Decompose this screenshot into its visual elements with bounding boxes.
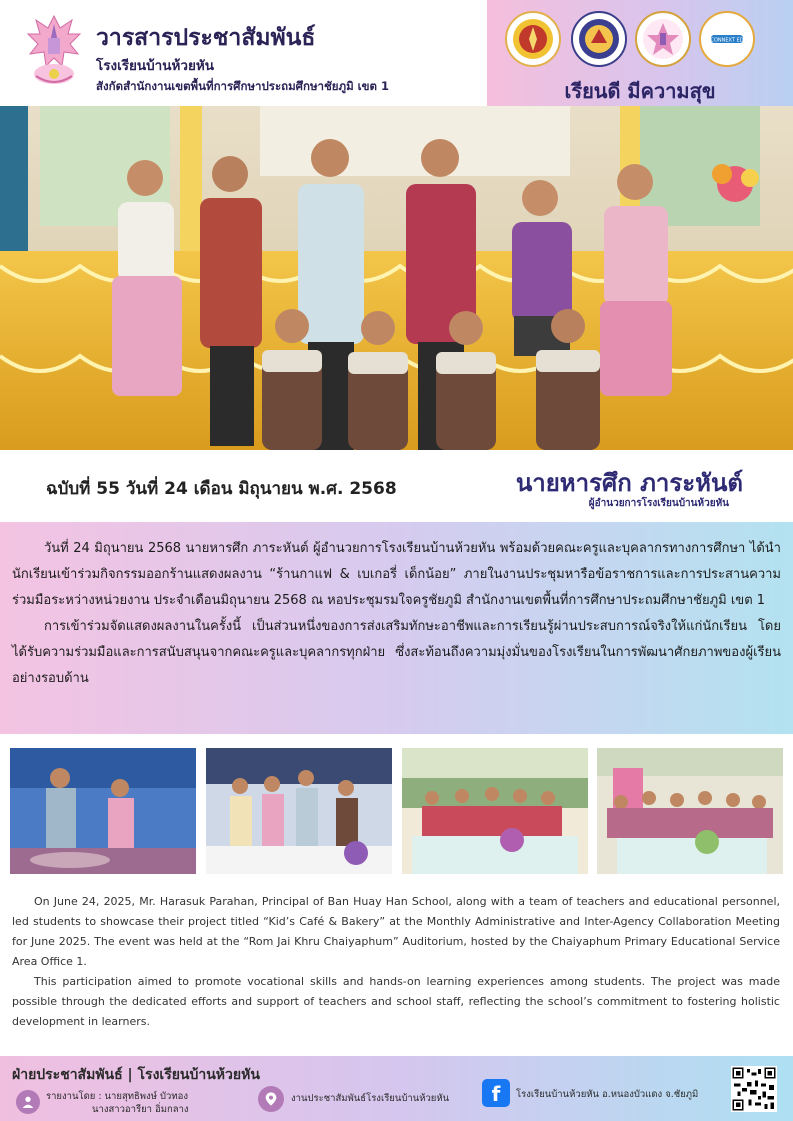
thai-paragraph-1: วันที่ 24 มิถุนายน 2568 นายหารศึก ภาระหันต์ ผู้อำนวยการโรงเรียนบ้านห้วยหัน พร้อมด้วยคณะครูและบุคลากรทางการศึกษา ได้นำนักเรียนเข้าร่วมกิจกรรมออกร้านแสดงผลงาน “ร้านกาแฟ & เบเกอรี่ เด็กน้อย” ภายในงานประชุมหารือข้อราชการและการประสานความร่วมมือระหว่างหน่วยงาน ประจำเดือนมิถุนายน 2568 ณ หอประชุมรมใจครูชัยภูมิ สำนักงานเขตพื้นที่การศึกษาประถมศึกษาชัยภูมิ เขต 1 bbox=[12, 541, 781, 608]
footer-title: ฝ่ายประชาสัมพันธ์ | โรงเรียนบ้านห้วยหัน bbox=[12, 1067, 260, 1083]
newsletter-title: วารสารประชาสัมพันธ์ bbox=[96, 25, 316, 51]
facebook-icon[interactable]: f bbox=[482, 1079, 510, 1107]
school-seal-icon bbox=[635, 11, 691, 67]
header bbox=[0, 0, 793, 106]
english-article bbox=[12, 892, 780, 1032]
connext-ed-icon bbox=[699, 11, 755, 67]
footer bbox=[0, 1056, 793, 1121]
english-paragraph-1: On June 24, 2025, Mr. Harasuk Parahan, Principal of Ban Huay Han School, along with a team of teachers and educational personnel, led students to showcase their project titled “Kid’s Café & Bakery” at the Monthly Administrative and Inter-Agency Collaboration Meeting for June 2025. The event was held at the “Rom Jai Khru Chaiyaphum” Auditorium, hosted by the Chaiyaphum Primary Educational Service Area Office 1. bbox=[12, 895, 780, 968]
qr-code-icon[interactable] bbox=[731, 1066, 777, 1112]
map-pin-icon bbox=[258, 1086, 284, 1112]
reporter-line-2: นางสาวอารียา อิ่มกลาง bbox=[92, 1104, 189, 1115]
gallery-photo-3 bbox=[402, 748, 588, 874]
location-text: งานประชาสัมพันธ์โรงเรียนบ้านห้วยหัน bbox=[291, 1093, 450, 1104]
thai-article bbox=[0, 522, 793, 734]
office-name: สังกัดสำนักงานเขตพื้นที่การศึกษาประถมศึกษาชัยภูมิ เขต 1 bbox=[96, 79, 389, 93]
english-paragraph-2: This participation aimed to promote vocational skills and hands-on learning experiences among students. The project was made possible through the dedicated efforts and support of teachers and school staff, reflecting the school’s commitment to fostering holistic development in learners. bbox=[12, 975, 780, 1028]
issue-date: ฉบับที่ 55 วันที่ 24 เดือน มิถุนายน พ.ศ. 2568 bbox=[46, 479, 397, 499]
district-office-seal-icon bbox=[571, 11, 627, 67]
gallery-photo-4 bbox=[597, 748, 783, 874]
gallery-photo-1 bbox=[10, 748, 196, 874]
school-slogan: เรียนดี มีความสุข bbox=[564, 79, 716, 103]
photo-gallery bbox=[0, 748, 793, 874]
reporter-line-1: รายงานโดย : นายสุทธิพงษ์ บัวทอง bbox=[46, 1091, 188, 1102]
hero-photo bbox=[0, 106, 793, 450]
director-name: นายหารศึก ภาระหันต์ bbox=[515, 469, 743, 497]
person-icon bbox=[16, 1090, 40, 1114]
obec-seal-icon bbox=[505, 11, 561, 67]
issue-bar bbox=[0, 450, 793, 522]
connext-ed-label: CONNEXT ED bbox=[710, 37, 744, 44]
school-crest-icon bbox=[22, 12, 86, 92]
school-name: โรงเรียนบ้านห้วยหัน bbox=[96, 58, 214, 74]
director-title: ผู้อำนวยการโรงเรียนบ้านห้วยหัน bbox=[588, 498, 729, 509]
badge-panel bbox=[487, 0, 793, 106]
thai-paragraph-2: การเข้าร่วมจัดแสดงผลงานในครั้งนี้ เป็นส่วนหนึ่งของการส่งเสริมทักษะอาชีพและการเรียนรู้ผ่านประสบการณ์จริงให้แก่นักเรียน โดยได้รับความร่วมมือและการสนับสนุนจากคณะครูและบุคลากรทุกฝ่าย ซึ่งสะท้อนถึงความมุ่งมั่นของโรงเรียนในการพัฒนาศักยภาพของผู้เรียนอย่างรอบด้าน bbox=[12, 619, 781, 686]
facebook-page-link[interactable]: โรงเรียนบ้านห้วยหัน อ.หนองบัวแดง จ.ชัยภูมิ bbox=[516, 1089, 699, 1100]
gallery-photo-2 bbox=[206, 748, 392, 874]
